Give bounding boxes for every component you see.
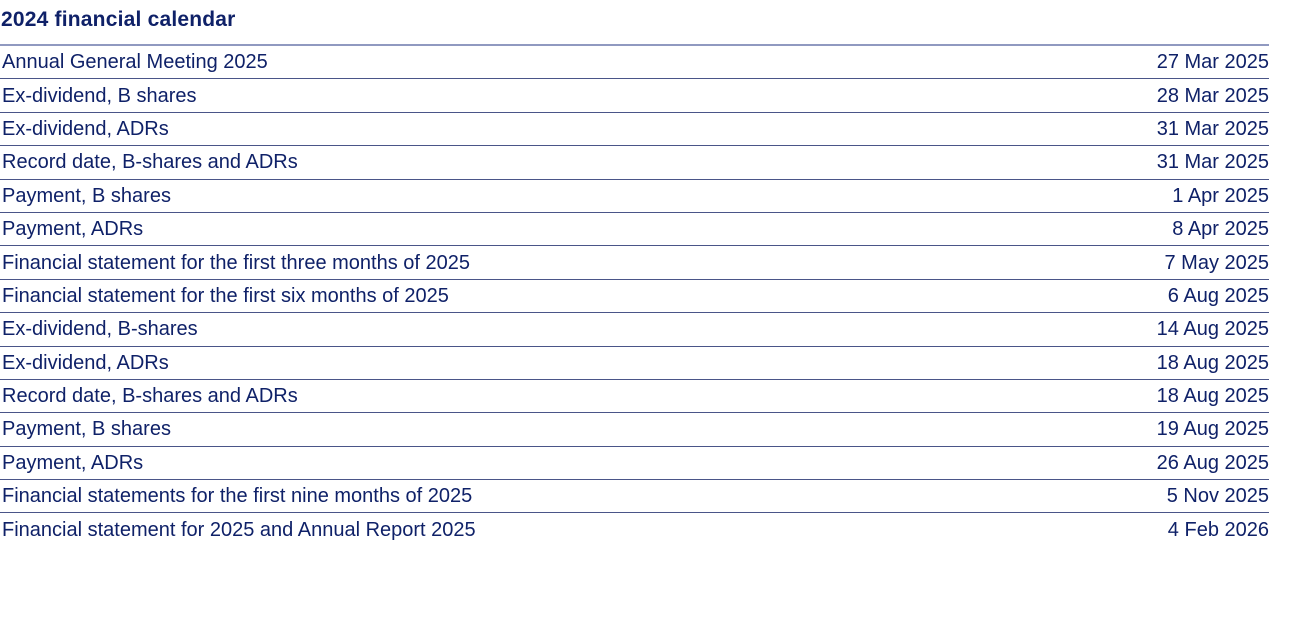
event-cell: Payment, B shares <box>2 184 171 207</box>
date-cell: 1 Apr 2025 <box>1172 184 1269 207</box>
table-row <box>0 146 1269 179</box>
table-row <box>0 213 1269 246</box>
date-cell: 27 Mar 2025 <box>1156 51 1269 74</box>
event-cell: Ex-dividend, B-shares <box>2 318 198 341</box>
date-cell: 4 Feb 2026 <box>1167 518 1269 541</box>
event-cell: Record date, B-shares and ADRs <box>2 151 298 174</box>
table-row <box>0 413 1269 446</box>
date-cell: 18 Aug 2025 <box>1156 351 1269 374</box>
date-cell: 6 Aug 2025 <box>1167 284 1269 307</box>
table-row <box>0 480 1269 513</box>
table-row <box>0 313 1269 346</box>
table-row <box>0 380 1269 413</box>
event-cell: Ex-dividend, ADRs <box>2 351 169 374</box>
table-row <box>0 513 1269 545</box>
date-cell: 19 Aug 2025 <box>1156 418 1269 441</box>
event-cell: Payment, B shares <box>2 418 171 441</box>
table-row <box>0 46 1269 79</box>
event-cell: Payment, ADRs <box>2 218 144 241</box>
table-row <box>0 79 1269 112</box>
table-row <box>0 280 1269 313</box>
date-cell: 5 Nov 2025 <box>1166 485 1269 508</box>
table-row <box>0 447 1269 480</box>
financial-calendar-table <box>0 44 1269 546</box>
event-cell: Financial statements for the first nine months of 2025 <box>2 485 473 508</box>
date-cell: 8 Apr 2025 <box>1172 218 1269 241</box>
table-row <box>0 113 1269 146</box>
date-cell: 26 Aug 2025 <box>1156 451 1269 474</box>
date-cell: 18 Aug 2025 <box>1156 385 1269 408</box>
table-row <box>0 347 1269 380</box>
event-cell: Annual General Meeting 2025 <box>2 51 268 74</box>
event-cell: Record date, B-shares and ADRs <box>2 385 298 408</box>
event-cell: Financial statement for the first three months of 2025 <box>2 251 471 274</box>
event-cell: Ex-dividend, ADRs <box>2 117 169 140</box>
event-cell: Payment, ADRs <box>2 451 144 474</box>
date-cell: 31 Mar 2025 <box>1156 117 1269 140</box>
table-row <box>0 180 1269 213</box>
date-cell: 31 Mar 2025 <box>1156 151 1269 174</box>
date-cell: 28 Mar 2025 <box>1156 84 1269 107</box>
date-cell: 7 May 2025 <box>1164 251 1269 274</box>
event-cell: Financial statement for the first six months of 2025 <box>2 284 449 307</box>
financial-calendar <box>0 7 1269 546</box>
date-cell: 14 Aug 2025 <box>1156 318 1269 341</box>
page-title: 2024 financial calendar <box>1 8 236 31</box>
table-row <box>0 246 1269 279</box>
event-cell: Ex-dividend, B shares <box>2 84 197 107</box>
event-cell: Financial statement for 2025 and Annual Report 2025 <box>2 518 476 541</box>
